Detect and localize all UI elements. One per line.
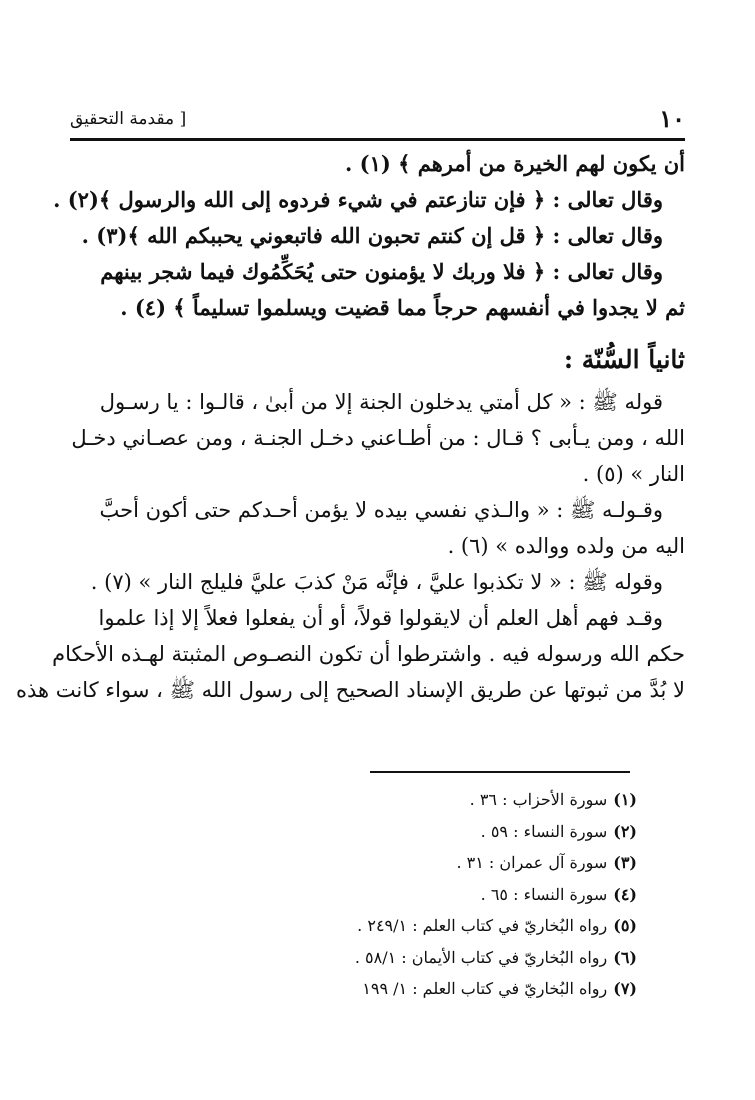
footnote-item — [70, 910, 637, 942]
paragraph-line: وقـد فهم أهل العلم أن لايقولوا قولاً، أو أن يفعلوا فعلاً إلا إذا علموا — [98, 606, 663, 630]
hadith-line: اليه من ولده ووالده » (٦) . — [447, 534, 685, 558]
footnote-number: (٧) — [613, 979, 637, 998]
hadith-line: وقـولـه ﷺ : « والـذي نفسي بيده لا يؤمن أحـدكم حتى أكون أحبَّ — [99, 498, 663, 522]
verse-line: أن يكون لهم الخيرة من أمرهم ﴾ (١) . — [345, 151, 685, 176]
section-heading: ثانياً السُّنّة : — [563, 345, 685, 374]
footnote-item — [70, 847, 637, 879]
footnote-item — [70, 973, 637, 1005]
hadith-line: قوله ﷺ : « كل أمتي يدخلون الجنة إلا من أبىٰ ، قالـوا : يا رسـول — [99, 390, 663, 414]
footnote-number: (٣) — [613, 853, 637, 872]
footnote-text: رواه البُخاريّ في كتاب العلم : ١/ ١٩٩ — [362, 979, 608, 998]
footnote-number: (١) — [613, 790, 637, 809]
footnote-text: سورة النساء : ٦٥ . — [480, 884, 608, 904]
footnote-text: سورة النساء : ٥٩ . — [480, 821, 608, 841]
footnote-item — [70, 816, 637, 848]
footnote-text: سورة آل عمران : ٣١ . — [456, 853, 608, 872]
main-text — [15, 146, 685, 708]
footnote-number: (٢) — [613, 821, 637, 841]
footnote-number: (٤) — [613, 884, 637, 904]
paragraph-line: لا بُدَّ من ثبوتها عن طريق الإسناد الصحيح إلى رسول الله ﷺ ، سواء كانت هذه — [15, 678, 685, 702]
verse-line: وقال تعالى : ﴿ قل إن كنتم تحبون الله فاتبعوني يحببكم الله ﴾(٣) . — [81, 223, 663, 248]
footnote-item — [70, 879, 637, 911]
footnote-text: رواه البُخاريّ في كتاب العلم : ٢٤٩/١ . — [357, 916, 608, 935]
verse-line: ثم لا يجدوا في أنفسهم حرجاً مما قضيت ويسلموا تسليماً ﴾ (٤) . — [120, 295, 685, 320]
page-header — [70, 102, 685, 136]
footnotes — [70, 784, 637, 1005]
header-divider — [70, 138, 685, 141]
footnote-number: (٥) — [613, 916, 637, 935]
footnote-divider — [370, 771, 630, 773]
footnote-item — [70, 784, 637, 816]
hadith-line: النار » (٥) . — [582, 462, 685, 486]
footnote-text: رواه البُخاريّ في كتاب الأيمان : ٥٨/١ . — [354, 947, 608, 967]
footnote-number: (٦) — [613, 947, 637, 967]
hadith-line: الله ، ومن يـأبى ؟ قـال : من أطـاعني دخـل الجنـة ، ومن عصـاني دخـل — [71, 426, 685, 450]
running-title: [ مقدمة التحقيق — [70, 109, 187, 129]
footnote-item — [70, 942, 637, 974]
hadith-line: وقوله ﷺ : « لا تكذبوا عليَّ ، فإنَّه مَنْ كذبَ عليَّ فليلج النار » (٧) . — [90, 570, 663, 594]
verse-line: وقال تعالى : ﴿ فإن تنازعتم في شيء فردوه إلى الله والرسول ﴾(٢) . — [53, 187, 663, 212]
page-number: ١٠ — [659, 104, 685, 133]
verse-line: وقال تعالى : ﴿ فلا وربك لا يؤمنون حتى يُحَكِّمُوك فيما شجر بينهم — [100, 259, 663, 284]
footnote-text: سورة الأحزاب : ٣٦ . — [469, 790, 608, 809]
paragraph-line: حكم الله ورسوله فيه . واشترطوا أن تكون النصـوص المثبتة لهـذه الأحكام — [52, 642, 685, 666]
